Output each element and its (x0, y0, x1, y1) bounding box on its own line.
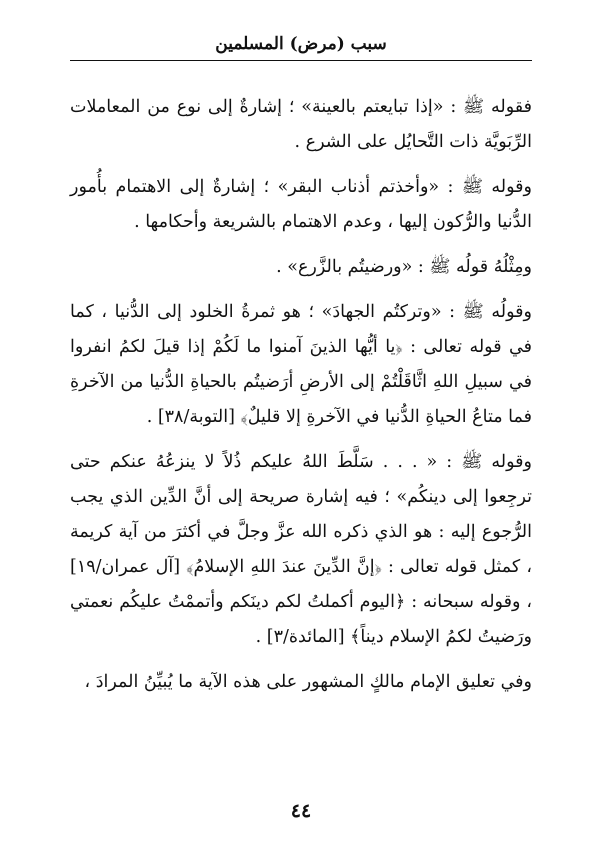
page-number: ٤٤ (290, 800, 312, 822)
running-header: سبب (مرض) المسلمين (215, 34, 387, 54)
paragraph-2: وقوله ﷺ : «وأخذتم أذناب البقر» ؛ إشارةٌ إلى الاهتمام بأُمور الدُّنيا والرُّكون إليها ، وعدم الاهتمام بالشريعة وأحكامها . (70, 177, 532, 232)
paragraph-6: وفي تعليق الإمام مالكٍ المشهور على هذه الآية ما يُبيِّنُ المرادَ ، (84, 672, 532, 692)
page-body (70, 90, 532, 710)
paragraph-5: وقوله ﷺ : « . . . سَلَّطَ اللهُ عليكم ذُلاً لا ينزعُهُ عنكم حتى ترجِعوا إلى دينكُم» ؛ فيه إشارة صريحة إلى أنَّ الدِّين الذي يجب الرُّجوع إليه : هو الذي ذكره الله عزَّ وجلَّ في أكثرَ من آية كريمة ، كمثل قوله تعالى : ﴿إنَّ الدِّينَ عندَ اللهِ الإسلامُ﴾ [آل عمران/١٩] ، وقوله سبحانه : ﴿اليوم أكملتُ لكم دينَكم وأتممْتُ عليكُم نعمتي ورَضيتُ لكمُ الإسلام ديناً﴾ [المائدة/٣] . (70, 452, 532, 647)
paragraph-3: ومِثْلُهُ قولُه ﷺ : «ورضيتُم بالزَّرع» . (276, 257, 532, 277)
header-divider (70, 60, 532, 61)
paragraph-1: فقوله ﷺ : «إذا تبايعتم بالعينة» ؛ إشارةٌ إلى نوع من المعاملات الرِّبَويَّة ذات التَّحايُل على الشرع . (70, 97, 532, 152)
paragraph-4: وقولُه ﷺ : «وتركتُم الجهادَ» ؛ هو ثمرةُ الخلود إلى الدُّنيا ، كما في قوله تعالى : ﴿يا أيُّها الذينَ آمنوا ما لَكُمْ إذا قيلَ لكمُ انفروا في سبيلِ اللهِ اثَّاقَلْتُمْ إلى الأرضِ أرَضيتُم بالحياةِ الدُّنيا من الآخرةِ فما متاعُ الحياةِ الدُّنيا في الآخرةِ إلا قليلٌ﴾ [التوبة/٣٨] . (70, 302, 532, 427)
